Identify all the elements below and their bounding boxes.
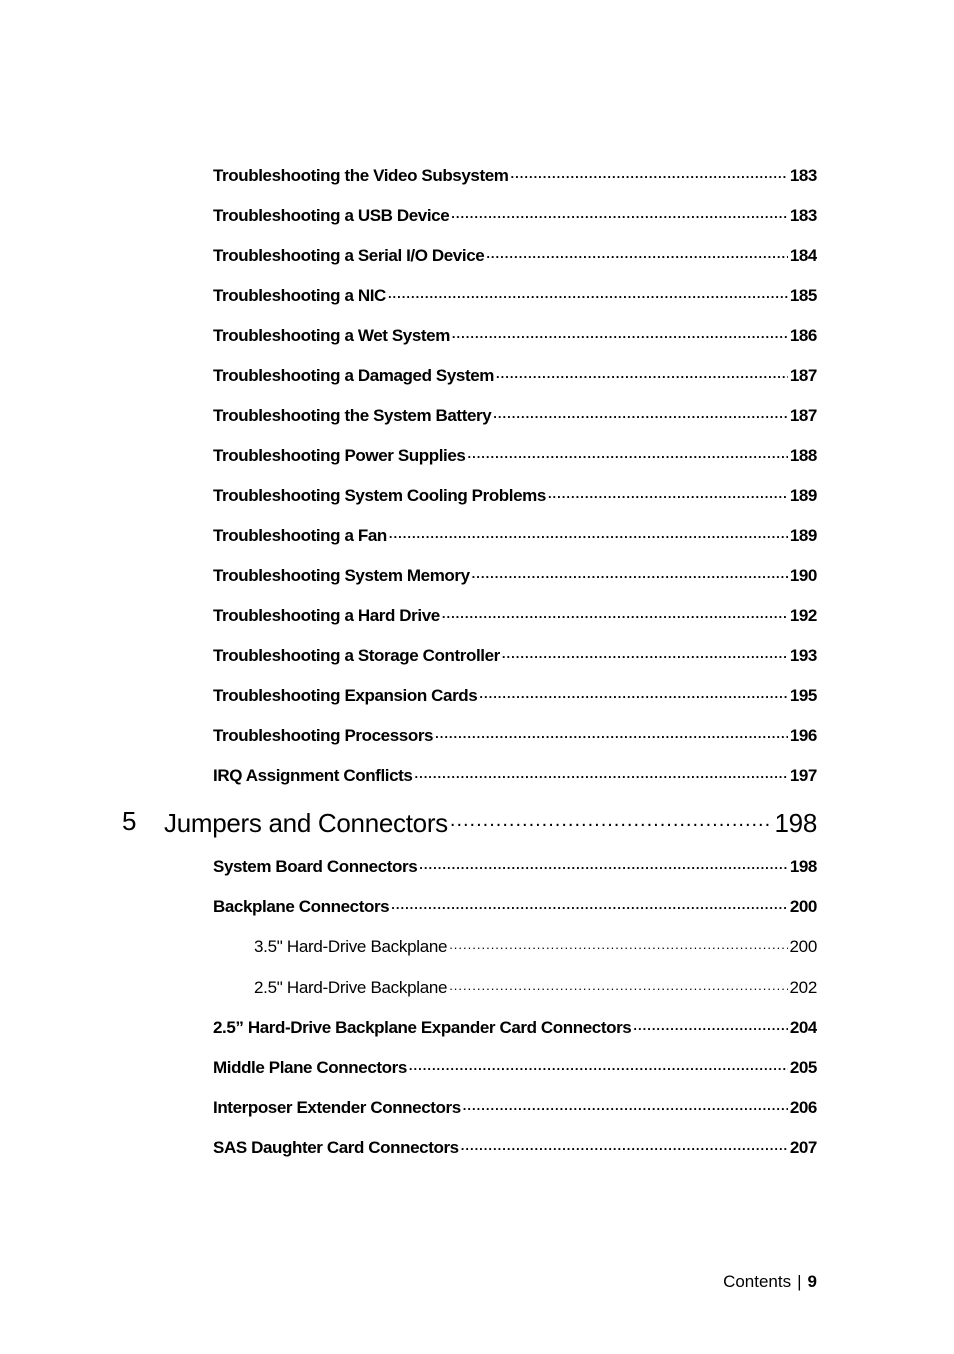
toc-chapter-entry[interactable] — [164, 806, 817, 839]
dot-leader — [493, 404, 788, 421]
page-number: 9 — [807, 1272, 817, 1291]
toc-entry[interactable] — [213, 1096, 817, 1118]
toc-entry-label: Troubleshooting a USB Device — [213, 206, 450, 225]
toc-entry-label: System Board Connectors — [213, 857, 418, 876]
toc-entry-page: 197 — [789, 766, 817, 785]
dot-leader — [409, 1056, 788, 1073]
toc-entry-page: 196 — [789, 726, 817, 745]
toc-entry[interactable] — [213, 524, 817, 546]
dot-leader — [452, 324, 788, 341]
toc-subentry[interactable] — [254, 976, 817, 998]
toc-entry-page: 183 — [789, 206, 817, 225]
toc-entry[interactable] — [213, 564, 817, 586]
dot-leader — [414, 764, 787, 781]
dot-leader — [502, 644, 788, 661]
dot-leader — [450, 806, 773, 832]
toc-entry[interactable] — [213, 895, 817, 917]
toc-entry-label: Troubleshooting a Fan — [213, 526, 387, 545]
dot-leader — [479, 684, 787, 701]
toc-entry-page: 198 — [789, 857, 817, 876]
toc-entry-label: Troubleshooting a Serial I/O Device — [213, 246, 485, 265]
toc-entry[interactable] — [213, 364, 817, 386]
toc-entry-page: 185 — [789, 286, 817, 305]
toc-entry[interactable] — [213, 204, 817, 226]
dot-leader — [496, 364, 788, 381]
toc-entry[interactable] — [213, 404, 817, 426]
toc-entry-page: 204 — [789, 1018, 817, 1037]
toc-entry-page: 188 — [789, 446, 817, 465]
toc-entry-page: 193 — [789, 646, 817, 665]
footer-section-label: Contents — [723, 1272, 792, 1291]
toc-entry-page: 189 — [789, 486, 817, 505]
toc-entry-page: 207 — [789, 1138, 817, 1157]
toc-entry-page: 200 — [789, 897, 817, 916]
toc-entry-page: 202 — [789, 978, 817, 997]
toc-entry-page: 206 — [789, 1098, 817, 1117]
toc-entry-label: Troubleshooting a NIC — [213, 286, 386, 305]
chapter-title: Jumpers and Connectors — [164, 808, 448, 838]
toc-entry[interactable] — [213, 1016, 817, 1038]
toc-entry-page: 187 — [789, 366, 817, 385]
toc-entry-label: SAS Daughter Card Connectors — [213, 1138, 459, 1157]
toc-entry-page: 189 — [789, 526, 817, 545]
dot-leader — [388, 284, 788, 301]
toc-entry-label: Troubleshooting Processors — [213, 726, 434, 745]
toc-entry[interactable] — [213, 855, 817, 877]
dot-leader — [419, 855, 788, 872]
dot-leader — [467, 444, 787, 461]
dot-leader — [451, 204, 788, 221]
dot-leader — [442, 604, 788, 621]
dot-leader — [486, 244, 788, 261]
toc-entry-page: 190 — [789, 566, 817, 585]
toc-entry[interactable] — [213, 164, 817, 186]
chapter-number: 5 — [122, 806, 137, 836]
dot-leader — [633, 1016, 787, 1033]
toc-entry-label: Interposer Extender Connectors — [213, 1098, 461, 1117]
toc-entry[interactable] — [213, 604, 817, 626]
toc-entry-label: 2.5" Hard-Drive Backplane — [254, 978, 448, 997]
dot-leader — [548, 484, 788, 501]
toc-entry-label: Troubleshooting the Video Subsystem — [213, 166, 509, 185]
page-footer — [723, 1272, 817, 1292]
toc-entry-page: 205 — [789, 1058, 817, 1077]
dot-leader — [449, 935, 787, 952]
toc-entry-page: 195 — [789, 686, 817, 705]
toc-entry[interactable] — [213, 284, 817, 306]
toc-entry-label: Troubleshooting a Wet System — [213, 326, 450, 345]
toc-subentry[interactable] — [254, 935, 817, 957]
toc-entry-label: 2.5” Hard-Drive Backplane Expander Card Connectors — [213, 1018, 632, 1037]
toc-entry-label: Troubleshooting a Damaged System — [213, 366, 494, 385]
toc-entry-label: Troubleshooting a Hard Drive — [213, 606, 440, 625]
footer-separator: | — [797, 1272, 802, 1291]
chapter-page: 198 — [774, 808, 817, 838]
toc-entry[interactable] — [213, 484, 817, 506]
toc-entry-label: Troubleshooting Power Supplies — [213, 446, 466, 465]
dot-leader — [389, 524, 788, 541]
toc-entry-label: Troubleshooting Expansion Cards — [213, 686, 478, 705]
toc-entry[interactable] — [213, 1136, 817, 1158]
toc-entry-page: 200 — [789, 937, 817, 956]
toc-entry-label: Troubleshooting System Memory — [213, 566, 470, 585]
dot-leader — [511, 164, 788, 181]
dot-leader — [461, 1136, 788, 1153]
toc-entry-label: Middle Plane Connectors — [213, 1058, 407, 1077]
toc-entry[interactable] — [213, 724, 817, 746]
toc-entry-page: 183 — [789, 166, 817, 185]
toc-entry[interactable] — [213, 684, 817, 706]
toc-entry[interactable] — [213, 244, 817, 266]
toc-entry[interactable] — [213, 644, 817, 666]
toc-entry[interactable] — [213, 764, 817, 786]
dot-leader — [391, 895, 788, 912]
toc-entry[interactable] — [213, 1056, 817, 1078]
toc-entry-label: IRQ Assignment Conflicts — [213, 766, 413, 785]
dot-leader — [472, 564, 788, 581]
dot-leader — [435, 724, 788, 741]
toc-entry[interactable] — [213, 444, 817, 466]
dot-leader — [463, 1096, 788, 1113]
toc-entry-label: Backplane Connectors — [213, 897, 390, 916]
dot-leader — [449, 976, 787, 993]
toc-entry-label: Troubleshooting System Cooling Problems — [213, 486, 546, 505]
toc-entry-page: 192 — [789, 606, 817, 625]
toc-entry-page: 184 — [789, 246, 817, 265]
toc-entry-page: 186 — [789, 326, 817, 345]
toc-entry-label: Troubleshooting the System Battery — [213, 406, 492, 425]
toc-entry-label: 3.5" Hard-Drive Backplane — [254, 937, 448, 956]
toc-entry[interactable] — [213, 324, 817, 346]
toc-entry-page: 187 — [789, 406, 817, 425]
toc-entry-label: Troubleshooting a Storage Controller — [213, 646, 500, 665]
